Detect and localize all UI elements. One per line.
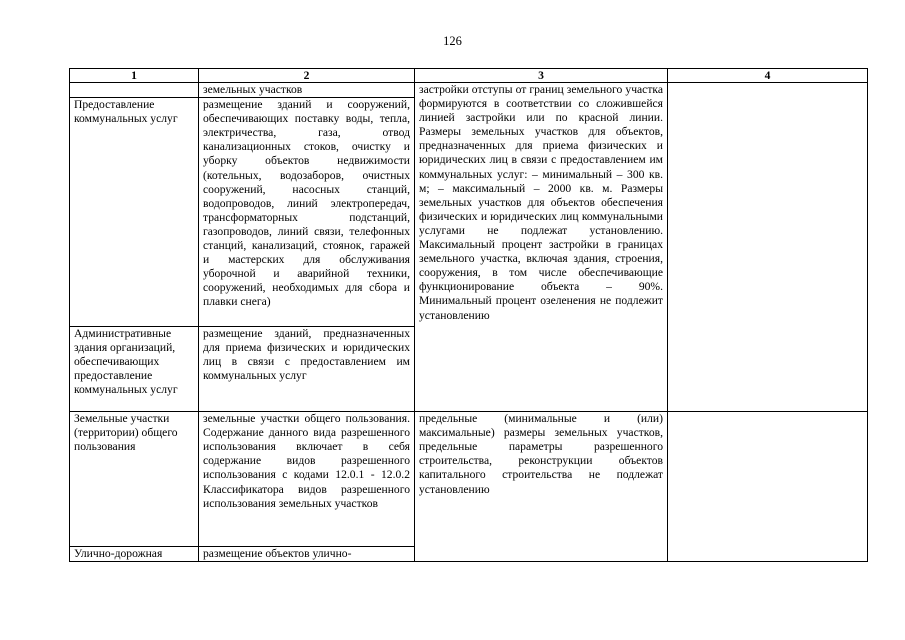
- land-use-table: [69, 68, 868, 562]
- cell-parameters: [415, 83, 668, 412]
- cell-notes-empty: [668, 412, 868, 562]
- cell-description: размещение зданий, предназначенных для приема физических и юридических лиц в связи с предоставлением им коммунальных услуг: [199, 327, 415, 412]
- cell-use-type: Административные здания организаций, обеспечивающих предоставление коммунальных услуг: [70, 327, 199, 412]
- column-header: 3: [415, 69, 668, 83]
- page-number: 126: [443, 34, 462, 48]
- column-header: 2: [199, 69, 415, 83]
- cell-description: размещение объектов улично-: [199, 547, 415, 562]
- cell-parameters: предельные (минимальные и (или) максимальные) размеры земельных участков, предельные параметры разрешенного строительства, реконструкции объектов капитального строительства не подлежат установлению: [415, 412, 668, 562]
- cell-notes-empty: [668, 83, 868, 412]
- cell-description: размещение зданий и сооружений, обеспечивающих поставку воды, тепла, электричества, газа, отвод канализационных стоков, очистку и уборку объектов недвижимости (котельных, водозаборов, очистных сооружений, насосных станций, водопроводов, линий электропередач, трансформаторных подстанций, газопроводов, линий связи, телефонных станций, канализаций, стоянок, гаражей и мастерских для обслуживания уборочной и аварийной техники, сооружений, необходимых для сбора и плавки снега): [199, 98, 415, 327]
- cell-use-type: Земельные участки (территории) общего пользования: [70, 412, 199, 547]
- cell-use-type: Улично-дорожная: [70, 547, 199, 562]
- parameters-text: застройки отступы от границ земельного участка формируются в соответствии со сложившейся линией застройки или по красной линии. Размеры земельных участков для объектов, предназначенных для приема физических и юридических лиц в связи с предоставлением им коммунальных услуг: – минимальный – 300 кв. м; – максимальный – 2000 кв. м. Размеры земельных участков для объектов обеспечения физических и юридических лиц коммунальными услугами не подлежат установлению. Максимальный процент застройки в границах земельного участка, включая здания, строения, сооружения, в том числе обеспечивающие функционирование объекта – 90%. Минимальный процент озеленения не подлежит установлению: [419, 83, 663, 322]
- cell-empty: [70, 83, 199, 98]
- table-row: [70, 83, 868, 98]
- cell-continuation: земельных участков: [199, 83, 415, 98]
- table-header-row: [70, 69, 868, 83]
- column-header: 4: [668, 69, 868, 83]
- cell-description: земельные участки общего пользования. Содержание данного вида разрешенного использования включает в себя содержание видов разрешенного использования с кодами 12.0.1 - 12.0.2 Классификатора видов разрешенного использования земельных участков: [199, 412, 415, 547]
- column-header: 1: [70, 69, 199, 83]
- table-row: [70, 412, 868, 547]
- cell-use-type: Предоставление коммунальных услуг: [70, 98, 199, 327]
